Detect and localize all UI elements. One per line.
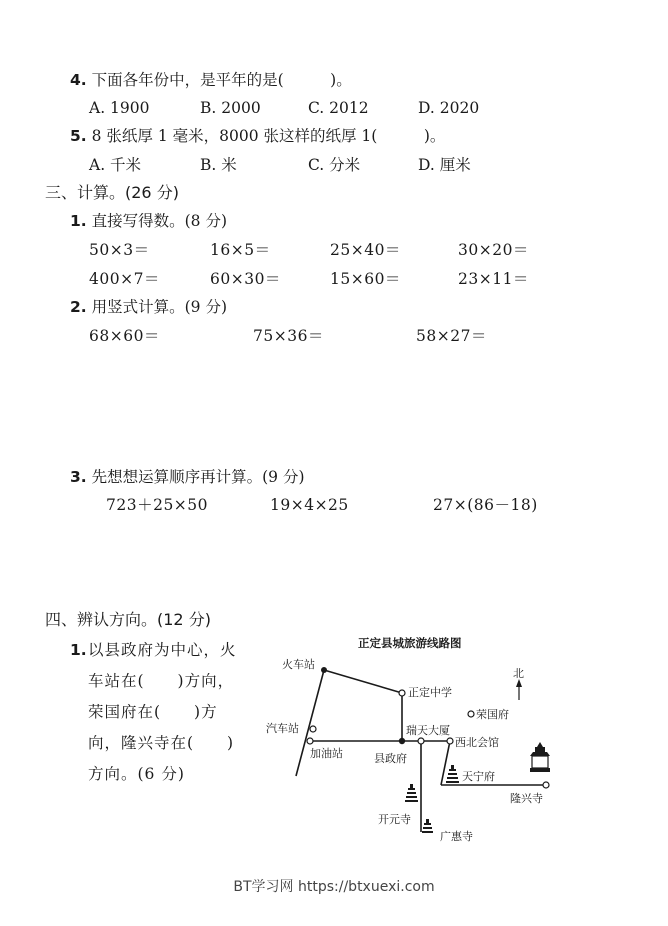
north-arrow-head-icon [516,679,522,687]
s3-p2-stem [70,297,227,317]
xibei-dot [447,738,453,744]
gov-label: 县政府 [374,752,407,765]
bus-station-dot [310,726,316,732]
guanghui-label: 广惠寺 [440,830,473,843]
q5-option-b: B. 米 [200,156,237,174]
pagoda-icon [405,784,418,802]
q4-option-b: B. 2000 [200,99,261,117]
calc-item: 30×20＝ [458,241,529,259]
xibei-label: 西北会馆 [455,736,499,749]
gas-station-dot [307,738,313,744]
kaiyuan-label: 开元寺 [378,813,411,826]
order-calc-item: 19×4×25 [270,496,349,514]
s4-p1-number: 1. [70,641,87,659]
q4-option-a: A. 1900 [89,99,150,117]
s4-p1-text [88,635,253,790]
section4-title: 四、辨认方向。(12 分) [45,610,211,629]
rongguo-dot [468,711,474,717]
calc-item: 50×3＝ [89,241,150,259]
longxing-dot [543,782,549,788]
s4-p1-line: 以县政府为中心，火 [88,641,237,659]
ruitian-dot [418,738,424,744]
q5-option-d: D. 厘米 [418,156,471,174]
zhengding-school-dot [399,690,405,696]
vertical-calc-item: 75×36＝ [253,327,324,345]
s4-p1-line: 方向。(6 分) [88,765,185,783]
bus-station-label: 汽车站 [266,722,299,735]
s3-p1-stem [70,211,227,231]
zhengding-school-label: 正定中学 [408,686,452,699]
calc-item: 25×40＝ [330,241,401,259]
gas-station-label: 加油站 [310,747,343,760]
q4-option-c: C. 2012 [308,99,369,117]
train-station-dot [321,667,327,673]
q4-number: 4. [70,71,87,89]
road [324,670,402,693]
calc-item: 400×7＝ [89,270,160,288]
footer-watermark: BT学习网 https://btxuexi.com [233,879,435,895]
order-calc-item: 723＋25×50 [106,496,209,514]
tour-route-map [258,632,568,852]
tianning-label: 天宁府 [462,770,495,783]
map-title: 正定县城旅游线路图 [358,636,462,650]
q4-stem [70,70,352,90]
pagoda-icon [446,765,459,783]
rongguo-label: 荣国府 [476,708,509,721]
order-calc-item: 27×(86－18) [433,496,538,514]
calc-item: 23×11＝ [458,270,529,288]
s3-p1-text: 直接写得数。(8 分) [91,212,228,230]
s4-p1-line: 车站在( )方向， [88,672,235,690]
gov-dot [399,738,405,744]
q5-option-a: A. 千米 [89,156,142,174]
train-station-label: 火车站 [282,658,315,671]
s3-p1-number: 1. [70,212,87,230]
s3-p3-text: 先想想运算顺序再计算。(9 分) [91,468,305,486]
calc-item: 15×60＝ [330,270,401,288]
s3-p2-number: 2. [70,298,87,316]
q4-text: 下面各年份中，是平年的是( )。 [91,71,352,89]
s4-p1-line: 荣国府在( )方 [88,703,218,721]
q5-stem [70,126,445,146]
north-label: 北 [513,667,524,680]
vertical-calc-item: 58×27＝ [416,327,487,345]
calc-item: 60×30＝ [210,270,281,288]
q4-option-d: D. 2020 [418,99,480,117]
q5-text: 8 张纸厚 1 毫米，8000 张这样的纸厚 1( )。 [91,127,446,145]
ruitian-label: 瑞天大厦 [406,724,450,737]
q5-option-c: C. 分米 [308,156,361,174]
s3-p3-stem [70,467,305,487]
temple-gate-icon [530,742,550,772]
vertical-calc-item: 68×60＝ [89,327,160,345]
s4-p1-line: 向，隆兴寺在( ) [88,734,235,752]
s3-p3-number: 3. [70,468,87,486]
calc-item: 16×5＝ [210,241,271,259]
q5-number: 5. [70,127,87,145]
pagoda-icon [422,819,433,833]
longxing-label: 隆兴寺 [510,792,543,805]
section3-title: 三、计算。(26 分) [45,183,179,202]
road [296,670,324,776]
s3-p2-text: 用竖式计算。(9 分) [91,298,228,316]
